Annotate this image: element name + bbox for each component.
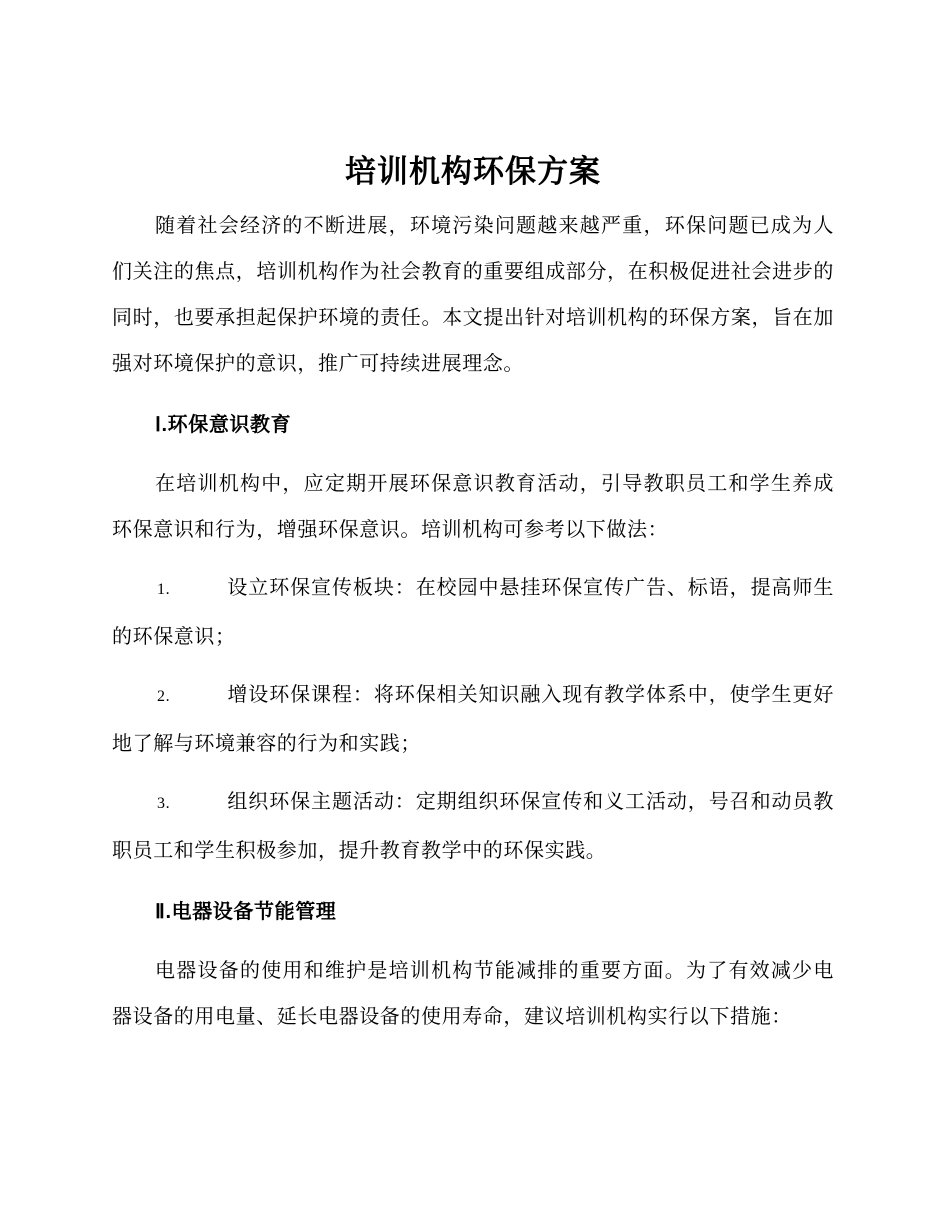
- section-1-paragraph: 在培训机构中，应定期开展环保意识教育活动，引导教职员工和学生养成环保意识和行为，增强环保意识。培训机构可参考以下做法：: [112, 471, 834, 541]
- section-number-1: Ⅰ.: [155, 414, 168, 436]
- document-title: 培训机构环保方案: [345, 154, 601, 190]
- section-number-2: Ⅱ.: [155, 901, 172, 923]
- list-item: [112, 671, 834, 766]
- section-heading-1: [112, 401, 834, 448]
- list-item-text: 设立环保宣传板块：在校园中悬挂环保宣传广告、标语，提高师生的环保意识；: [112, 575, 834, 648]
- section-title-1: 环保意识教育: [167, 412, 292, 436]
- list-item-text: 组织环保主题活动：定期组织环保宣传和义工活动，号召和动员教职员工和学生积极参加，提升教育教学中的环保实践。: [112, 789, 834, 862]
- list-item: [112, 564, 834, 659]
- section-2-paragraph: 电器设备的使用和维护是培训机构节能减排的重要方面。为了有效减少电器设备的用电量、延长电器设备的使用寿命，建议培训机构实行以下措施：: [112, 958, 834, 1028]
- section-heading-2: [112, 888, 834, 935]
- intro-paragraph: 随着社会经济的不断进展，环境污染问题越来越严重，环保问题已成为人们关注的焦点，培训机构作为社会教育的重要组成部分，在积极促进社会进步的同时，也要承担起保护环境的责任。本文提出针对培训机构的环保方案，旨在加强对环境保护的意识，推广可持续进展理念。: [112, 213, 834, 375]
- list-item-text: 增设环保课程：将环保相关知识融入现有教学体系中，使学生更好地了解与环境兼容的行为和实践；: [112, 682, 834, 755]
- document-page: [112, 148, 834, 1039]
- section-title-2: 电器设备节能管理: [171, 899, 337, 923]
- list-item-number: 1.: [157, 581, 171, 598]
- list-item-number: 2.: [157, 688, 171, 705]
- list-item: [112, 778, 834, 873]
- list-item-number: 3.: [157, 795, 171, 812]
